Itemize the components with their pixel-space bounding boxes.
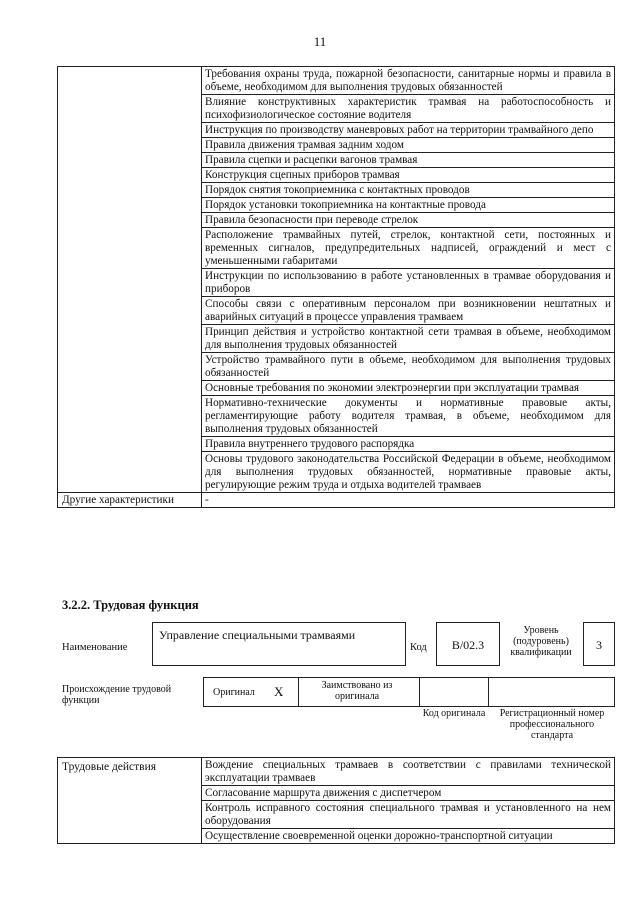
labor-actions-label: Трудовые действия [58, 758, 202, 844]
name-value-box [152, 622, 406, 666]
table-cell: Конструкция сцепных приборов трамвая [202, 168, 615, 183]
reg-number-caption: Регистрационный номер профессионального стандарта [499, 708, 605, 741]
knowledge-table [57, 66, 615, 508]
table-row [58, 67, 615, 95]
name-value: Управление специальными трамваями [159, 628, 356, 642]
table-cell: Порядок снятия токоприемника с контактных проводов [202, 183, 615, 198]
origin-divider [488, 677, 489, 706]
table-cell: Нормативно-технические документы и нормативные правовые акты, регламентирующие работу водителя трамвая, в объеме, необходимом для выполнения трудовых обязанностей [202, 396, 615, 437]
original-mark: X [274, 684, 284, 699]
level-label: Уровень (подуровень) квалификации [510, 625, 572, 658]
origin-divider [419, 677, 420, 706]
table-cell: Осуществление своевременной оценки дорожно-транспортной ситуации [202, 829, 615, 844]
labor-actions-table [57, 757, 615, 844]
table-cell: Правила внутреннего трудового распорядка [202, 437, 615, 452]
page-number: 11 [313, 34, 327, 49]
table-cell: Основы трудового законодательства Российской Федерации в объеме, необходимом для выполнения трудовых обязанностей, нормативные правовые акты, регулирующие режим труда и отдыха водителей трамваев [202, 452, 615, 493]
code-label: Код [410, 642, 427, 653]
table-cell: Принцип действия и устройство контактной сети трамвая в объеме, необходимом для выполнения трудовых обязанностей [202, 325, 615, 353]
table-cell: Вождение специальных трамваев в соответствии с правилами технической эксплуатации трамваев [202, 758, 615, 786]
table-cell: Правила безопасности при переводе стрелок [202, 213, 615, 228]
table-left-cell [58, 67, 202, 493]
table-cell: Порядок установки токоприемника на контактные провода [202, 198, 615, 213]
code-value-box [436, 622, 500, 666]
table-cell: Требования охраны труда, пожарной безопасности, санитарные нормы и правила в объеме, необходимом для выполнения трудовых обязанностей [202, 67, 615, 95]
table-row [58, 758, 615, 786]
origin-divider [298, 677, 299, 706]
level-value: 3 [596, 638, 602, 652]
table-cell: Правила сцепки и расцепки вагонов трамвая [202, 153, 615, 168]
original-label: Оригинал [213, 687, 255, 698]
table-cell: Расположение трамвайных путей, стрелок, контактной сети, постоянных и временных сигналов, предупредительных надписей, ограждений и мест с уменьшенными габаритами [202, 228, 615, 269]
table-cell: Способы связи с оперативным персоналом при возникновении нештатных и аварийных ситуаций в процессе управления трамваем [202, 297, 615, 325]
code-value: B/02.3 [451, 638, 485, 652]
other-characteristics-value: - [202, 493, 615, 508]
table-cell: Правила движения трамвая задним ходом [202, 138, 615, 153]
level-value-box [583, 622, 615, 666]
name-label: Наименование [62, 642, 128, 653]
table-cell: Влияние конструктивных характеристик трамвая на работоспособность и психофизиологическое состояние водителя [202, 95, 615, 123]
section-title: 3.2.2. Трудовая функция [62, 598, 199, 612]
borrowed-label: Заимствовано из оригинала [321, 680, 393, 702]
table-cell: Контроль исправного состояния специального трамвая и установленного на нем оборудования [202, 801, 615, 829]
table-cell: Устройство трамвайного пути в объеме, необходимом для выполнения трудовых обязанностей [202, 353, 615, 381]
table-cell: Инструкции по использованию в работе установленных в трамвае оборудования и приборов [202, 269, 615, 297]
other-characteristics-label: Другие характеристики [58, 493, 202, 508]
code-original-caption: Код оригинала [422, 708, 486, 719]
origin-box [203, 677, 615, 707]
table-cell: Согласование маршрута движения с диспетчером [202, 786, 615, 801]
table-cell: Инструкция по производству маневровых работ на территории трамвайного депо [202, 123, 615, 138]
table-row [58, 493, 615, 508]
table-cell: Основные требования по экономии электроэнергии при эксплуатации трамвая [202, 381, 615, 396]
origin-label: Происхождение трудовой функции [62, 684, 172, 706]
